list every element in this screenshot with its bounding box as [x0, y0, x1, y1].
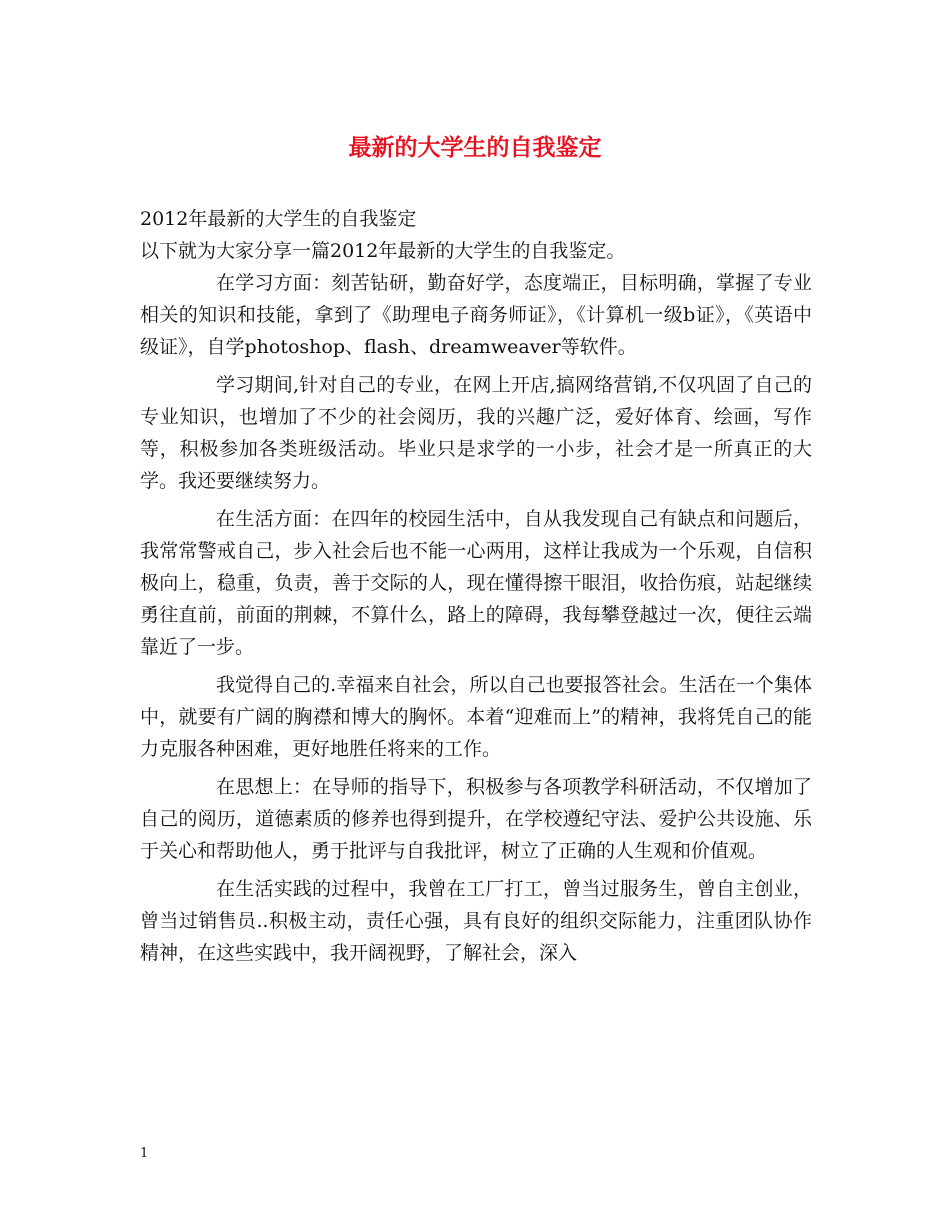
paragraph-thought: 在思想上：在导师的指导下，积极参与各项教学科研活动，不仅增加了自己的阅历，道德素质的修养也得到提升，在学校遵纪守法、爱护公共设施、乐于关心和帮助他人，勇于批评与自我批评，树立了正确的人生观和价值观。: [140, 776, 812, 862]
paragraph-practice: 在生活实践的过程中，我曾在工厂打工，曾当过服务生，曾自主创业，曾当过销售员..积极主动，责任心强，具有良好的组织交际能力，注重团队协作精神，在这些实践中，我开阔视野，了解社会，深入: [140, 878, 812, 964]
document-body: [140, 203, 812, 975]
page-number: 1: [140, 1146, 149, 1161]
document-title: 最新的大学生的自我鉴定: [348, 134, 602, 161]
paragraph-society: 我觉得自己的.幸福来自社会，所以自己也要报答社会。生活在一个集体中，就要有广阔的胸襟和博大的胸怀。本着“迎难而上”的精神，我将凭自己的能力克服各种困难，更好地胜任将来的工作。: [140, 674, 812, 760]
paragraph-study-period: 学习期间,针对自己的专业，在网上开店,搞网络营销,不仅巩固了自己的专业知识，也增加了不少的社会阅历，我的兴趣广泛，爱好体育、绘画，写作等，积极参加各类班级活动。毕业只是求学的一小步，社会才是一所真正的大学。我还要继续努力。: [140, 374, 812, 492]
paragraph-study: 在学习方面：刻苦钻研，勤奋好学，态度端正，目标明确，掌握了专业相关的知识和技能，拿到了《助理电子商务师证》，《计算机一级b证》，《英语中级证》，自学photoshop、flash、dreamweaver等软件。: [140, 272, 812, 358]
document-intro: 以下就为大家分享一篇2012年最新的大学生的自我鉴定。: [140, 240, 626, 262]
paragraph-life: 在生活方面：在四年的校园生活中，自从我发现自己有缺点和问题后，我常常警戒自己，步入社会后也不能一心两用，这样让我成为一个乐观，自信积极向上，稳重，负责，善于交际的人，现在懂得擦干眼泪，收拾伤痕，站起继续勇往直前，前面的荆棘，不算什么，路上的障碍，我每攀登越过一次，便往云端靠近了一步。: [140, 508, 812, 658]
document-subtitle: 2012年最新的大学生的自我鉴定: [140, 208, 417, 230]
